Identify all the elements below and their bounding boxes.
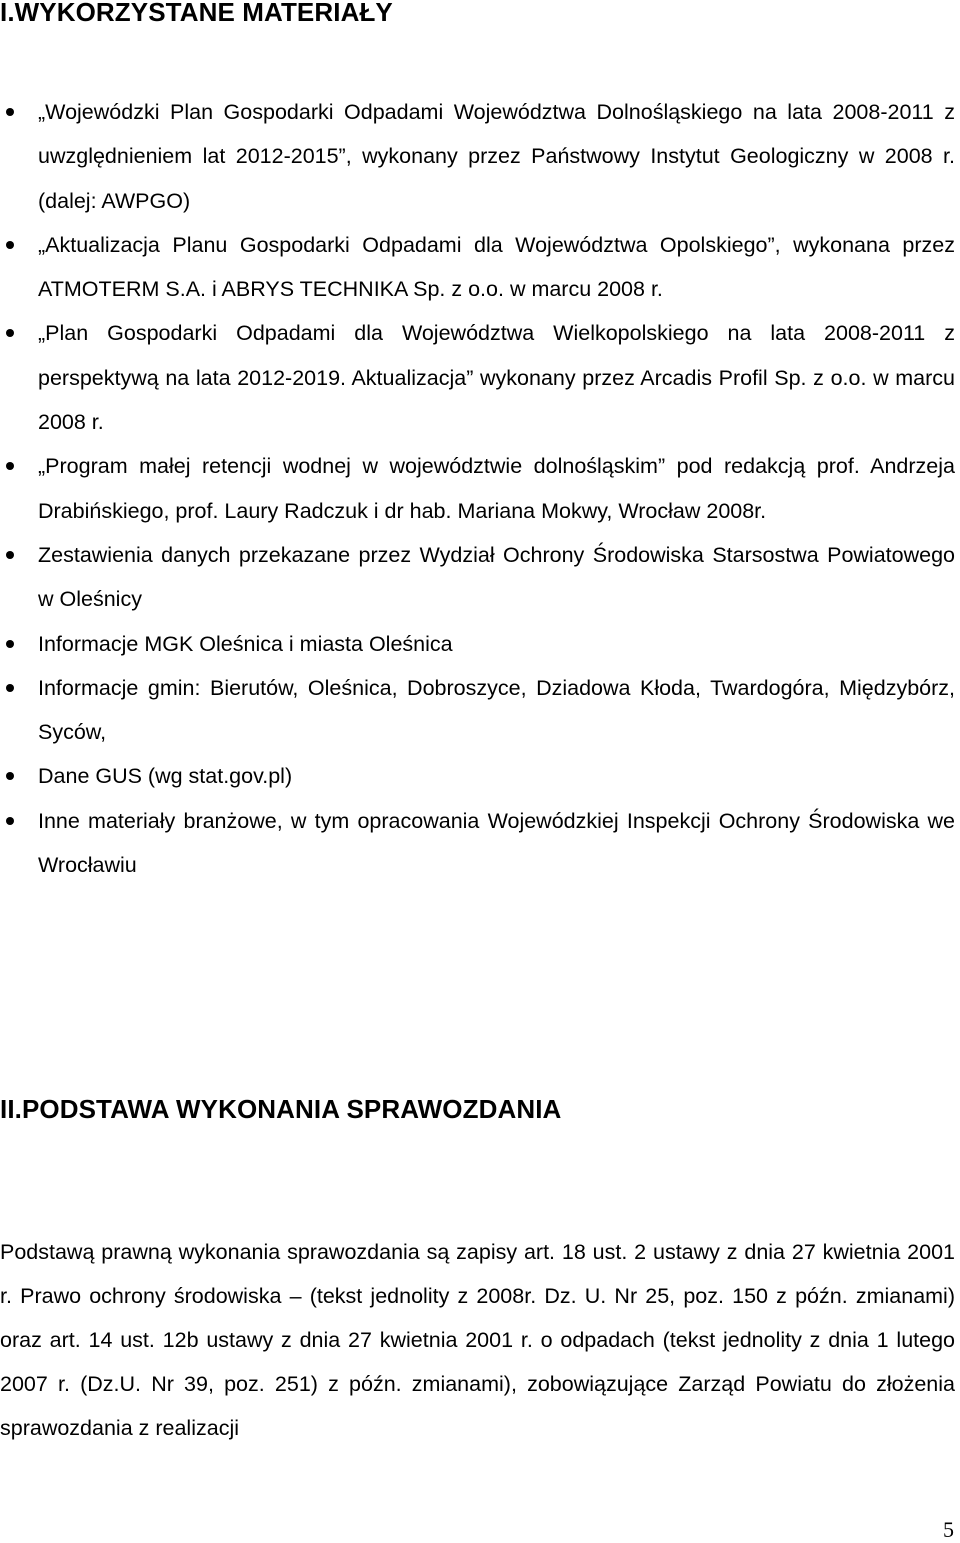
bullet-icon — [6, 462, 14, 470]
list-item-text: „Wojewódzki Plan Gospodarki Odpadami Województwa Dolnośląskiego na lata 2008-2011 z uwzględnieniem lat 2012-2015”, wykonany przez Państwowy Instytut Geologiczny w 2008 r. (dalej: AWPGO) — [38, 100, 955, 213]
list-item — [0, 666, 955, 755]
list-item — [0, 311, 955, 444]
bullet-icon — [6, 772, 14, 780]
list-item — [0, 799, 955, 888]
list-item-text: Inne materiały branżowe, w tym opracowania Wojewódzkiej Inspekcji Ochrony Środowiska we Wrocławiu — [38, 808, 955, 878]
list-item-text: „Aktualizacja Planu Gospodarki Odpadami dla Województwa Opolskiego”, wykonana przez ATMOTERM S.A. i ABRYS TECHNIKA Sp. z o.o. w marcu 2008 r. — [38, 232, 955, 302]
list-item-text: Informacje MGK Oleśnica i miasta Oleśnica — [38, 631, 453, 656]
list-item — [0, 223, 955, 312]
bullet-icon — [6, 684, 14, 692]
list-item-text: Informacje gmin: Bierutów, Oleśnica, Dobroszyce, Dziadowa Kłoda, Twardogóra, Międzybórz, Syców, — [38, 675, 955, 745]
list-item — [0, 533, 955, 622]
list-item-text: Dane GUS (wg stat.gov.pl) — [38, 764, 293, 789]
bullet-icon — [6, 817, 14, 825]
bullet-icon — [6, 108, 14, 116]
bullet-icon — [6, 640, 14, 648]
legal-basis-paragraph: Podstawą prawną wykonania sprawozdania są zapisy art. 18 ust. 2 ustawy z dnia 27 kwietnia 2001 r. Prawo ochrony środowiska – (tekst jednolity z 2008r. Dz. U. Nr 25, poz. 150 z późn. zmianami) oraz art. 14 ust. 12b ustawy z dnia 27 kwietnia 2001 r. o odpadach (tekst jednolity z dnia 1 lutego 2007 r. (Dz.U. Nr 39, poz. 251) z późn. zmianami), zobowiązujące Zarząd Powiatu do złożenia sprawozdania z realizacji — [0, 1240, 955, 1440]
list-item — [0, 622, 955, 666]
list-item — [0, 754, 955, 798]
page-number: 5 — [943, 1517, 954, 1542]
bullet-icon — [6, 329, 14, 337]
list-item-text: Zestawienia danych przekazane przez Wydział Ochrony Środowiska Starsostwa Powiatowego w Oleśnicy — [38, 542, 955, 612]
bullet-icon — [6, 551, 14, 559]
list-item — [0, 90, 955, 223]
list-item-text: „Program małej retencji wodnej w województwie dolnośląskim” pod redakcją prof. Andrzeja Drabińskiego, prof. Laury Radczuk i dr hab. Mariana Mokwy, Wrocław 2008r. — [38, 454, 955, 523]
bullet-icon — [6, 241, 14, 249]
list-item — [0, 444, 955, 533]
section-heading-materials: I.WYKORZYSTANE MATERIAŁY — [0, 0, 393, 27]
section-heading-legal-basis: II.PODSTAWA WYKONANIA SPRAWOZDANIA — [0, 1094, 562, 1124]
list-item-text: „Plan Gospodarki Odpadami dla Województwa Wielkopolskiego na lata 2008-2011 z perspektywą na lata 2012-2019. Aktualizacja” wykonany przez Arcadis Profil Sp. z o.o. w marcu 2008 r. — [38, 321, 955, 435]
materials-list — [0, 90, 955, 887]
